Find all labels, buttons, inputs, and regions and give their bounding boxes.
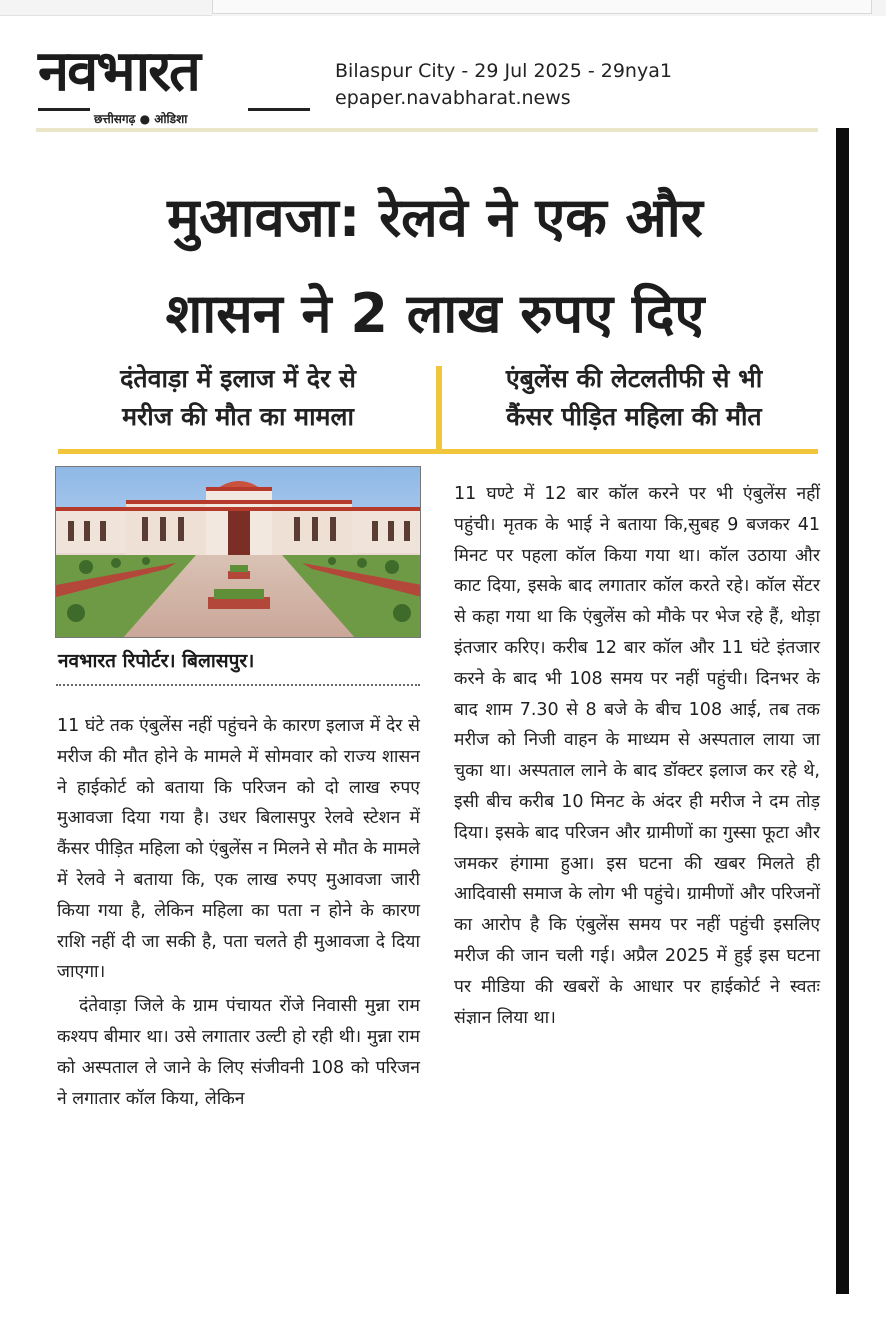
subhead-left xyxy=(58,360,418,436)
subhead-left-line-1: दंतेवाड़ा में इलाज में देर से xyxy=(120,364,356,393)
high-court-illustration xyxy=(56,467,421,638)
right-black-bar xyxy=(836,128,849,1294)
article-column-right xyxy=(454,479,820,1033)
edition-line: Bilaspur City - 29 Jul 2025 - 29nya1 xyxy=(335,60,672,82)
headline-line-2: शासन ने 2 लाख रुपए दिए xyxy=(165,282,705,345)
headline-line-1: मुआवजा: रेलवे ने एक और xyxy=(167,186,703,249)
newspaper-logo: नवभारत xyxy=(38,39,199,104)
logo-tagline: छत्तीसगढ़ ● ओडिशा xyxy=(94,112,188,126)
left-paragraph-1: 11 घंटे तक एंबुलेंस नहीं पहुंचने के कारण इलाज में देर से मरीज की मौत होने के मामले में सोमवार को राज्य शासन ने हाईकोर्ट को बताया कि परिजन को दो लाख रुपए मुआवजा दिया गया है। उधर बिलासपुर रेलवे स्टेशन में कैंसर पीड़ित महिला को एंबुलेंस न मिलने से मौत के मामले में रेलवे ने बताया कि, एक लाख रुपए मुआवजा जारी किया गया है, लेकिन महिला का पता न होने के कारण राशि नहीं दी जा सकी है, पता चलते ही मुआवजा दे दिया जाएगा। xyxy=(57,716,420,983)
browser-tab[interactable] xyxy=(212,0,872,14)
left-paragraph-2: दंतेवाड़ा जिले के ग्राम पंचायत रोंजे निवासी मुन्ना राम कश्यप बीमार था। उसे लगातार उल्टी हो रही थी। मुन्ना राम को अस्पताल ले जाने के लिए संजीवनी 108 को परिजन ने लगातार कॉल किया, लेकिन xyxy=(57,996,420,1109)
article-column-left xyxy=(57,711,420,1114)
right-paragraph-1: 11 घण्टे में 12 बार कॉल करने पर भी एंबुलेंस नहीं पहुंची। मृतक के भाई ने बताया कि,सुबह 9 बजकर 41 मिनट पर पहला कॉल किया गया था। कॉल उठाया और काट दिया, इसके बाद लगातार कॉल करते रहे। कॉल सेंटर से कहा गया था कि एंबुलेंस को मौके पर भेज रहे हैं, थोड़ा इंतजार करिए। करीब 12 बार कॉल और 11 घंटे इंतजार करने के बाद भी 108 समय पर नहीं पहुंची। दिनभर के बाद शाम 7.30 से 8 बजे के बीच 108 आई, तब तक मरीज को निजी वाहन के माध्यम से अस्पताल लाया जा चुका था। अस्पताल लाने के बाद डॉक्टर इलाज कर रहे थे, इसी बीच करीब 10 मिनट के अंदर ही मरीज ने दम तोड़ दिया। इसके बाद परिजन और ग्रामीणों का गुस्सा फूटा और जमकर हंगामा हुआ। इस घटना की खबर मिलते ही आदिवासी समाज के लोग भी पहुंचे। ग्रामीणों और परिजनों का आरोप है कि एंबुलेंस समय पर नहीं पहुंची इसलिए मरीज की जान चली गई। अप्रैल 2025 में हुई इस घटना पर मीडिया की खबरों के आधार पर हाईकोर्ट ने स्वतः संज्ञान लिया था। xyxy=(454,484,820,1028)
masthead-rule xyxy=(36,128,818,132)
edition-meta xyxy=(335,58,672,112)
masthead xyxy=(38,39,314,128)
logo-band-left xyxy=(38,108,90,111)
byline: नवभारत रिपोर्टर। बिलासपुर। xyxy=(58,650,255,672)
high-court-photo xyxy=(55,466,421,638)
subhead-left-line-2: मरीज की मौत का मामला xyxy=(122,402,354,431)
logo-band-right xyxy=(248,108,310,111)
subhead-right-line-1: एंबुलेंस की लेटलतीफी से भी xyxy=(505,364,763,393)
browser-top-strip xyxy=(0,0,886,16)
top-strip-seam xyxy=(0,15,212,16)
site-link[interactable]: epaper.navabharat.news xyxy=(335,87,571,109)
subhead-divider xyxy=(436,366,442,450)
byline-dotted-rule xyxy=(56,684,420,686)
subhead-rule xyxy=(58,449,818,454)
headline xyxy=(40,170,830,362)
subhead-right xyxy=(454,360,814,436)
subhead-right-line-2: कैंसर पीड़ित महिला की मौत xyxy=(506,402,762,431)
